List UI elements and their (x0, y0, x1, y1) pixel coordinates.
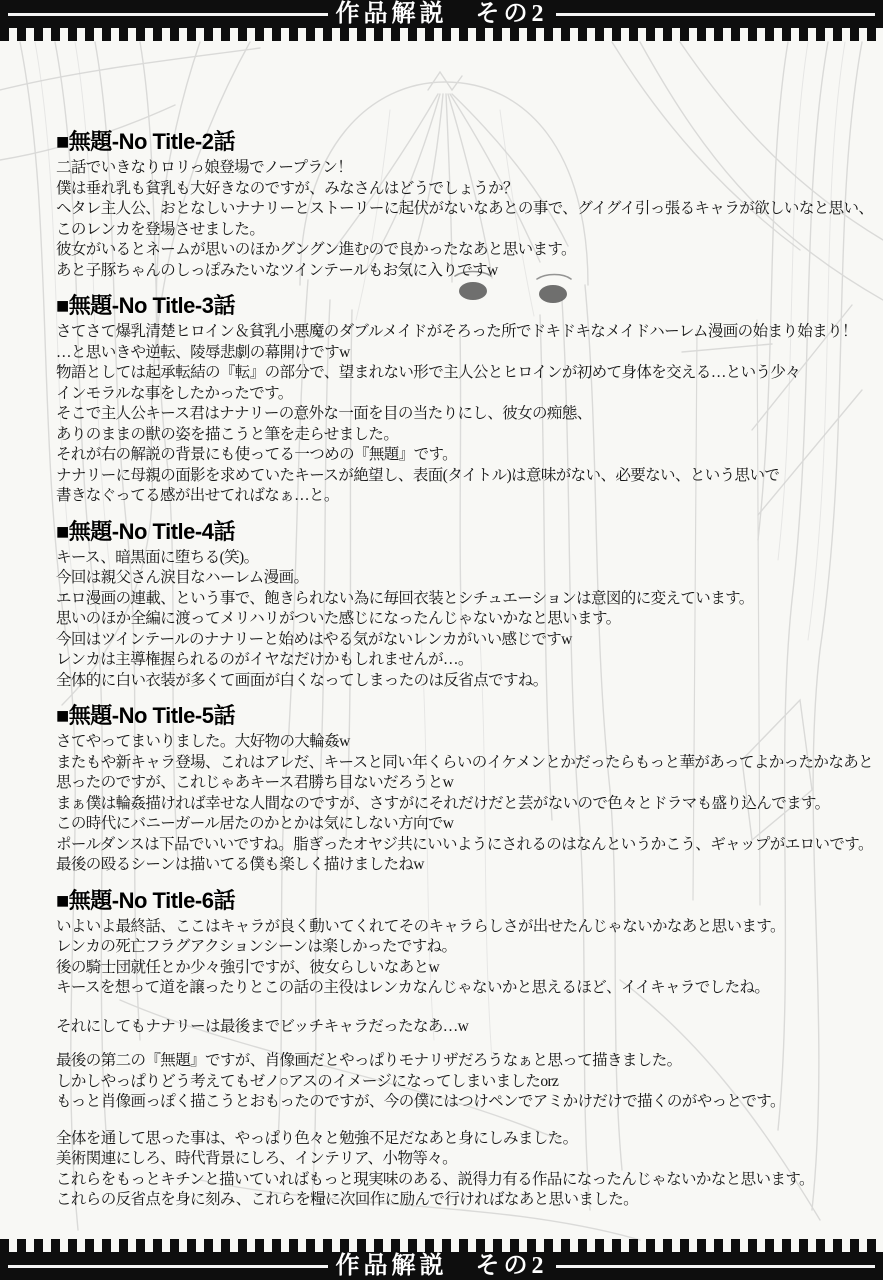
section-no-title-3 (56, 294, 873, 507)
text-line: しかしやっぱりどう考えてもゼノ○アスのイメージになってしまいましたorz (56, 1072, 559, 1090)
text-line: 今回は親父さん涙目なハーレム漫画。 (56, 569, 309, 586)
closing-remark-reflection (56, 1129, 873, 1211)
text-line: レンカは主導権握られるのがイヤなだけかもしれませんが…。 (56, 651, 473, 668)
section-heading: ■無題-No Title-2話 (56, 129, 235, 154)
commentary-content (56, 130, 873, 1224)
section-no-title-6 (56, 889, 873, 999)
text-line: 思ったのですが、これじゃあキース君勝ち目ないだろうとw (56, 774, 454, 791)
text-line: 思いのほか全編に渡ってメリハリがついた感じになったんじゃないかなと思います。 (56, 610, 621, 627)
text-line: 後の騎士団就任とか少々強引ですが、彼女らしいなあとw (56, 958, 440, 976)
text-line: レンカの死亡フラグアクションシーンは楽しかったですね。 (56, 938, 457, 955)
text-line: これらの反省点を身に刻み、これらを糧に次回作に励んで行ければなあと思いました。 (56, 1191, 639, 1208)
text-line: 僕は垂れ乳も貧乳も大好きなのですが、みなさんはどうでしょうか？ (56, 179, 518, 197)
section-heading: ■無題-No Title-6話 (56, 887, 235, 913)
section-heading: ■無題-No Title-3話 (56, 293, 235, 318)
text-line: ナナリーに母親の面影を求めていたキースが絶望し、表面(タイトル)は意味がない、必要ない、という思いで (56, 466, 780, 484)
section-no-title-5 (56, 704, 873, 876)
text-line: まぁ僕は輪姦描ければ幸せな人間なのですが、さすがにそれだけだと芸がないので色々とドラマも盛り込んでます。 (56, 794, 830, 812)
text-line: インモラルな事をしたかったです。 (56, 384, 293, 402)
text-line: 今回はツインテールのナナリーと始めはやる気がないレンカがいい感じですw (56, 630, 572, 648)
filmstrip-teeth-top (0, 28, 883, 41)
text-line: ヘタレ主人公、おとなしいナナリーとストーリーに起伏がないなあとの事で、グイグイ引っ張るキャラが欲しいなと思い、 (56, 200, 874, 217)
text-line: 美術関連にしろ、時代背景にしろ、インテリア、小物等々。 (56, 1150, 458, 1167)
filmstrip-teeth-bottom (0, 1239, 883, 1252)
text-line: あと子豚ちゃんのしっぽみたいなツインテールもお気に入りですw (56, 261, 498, 279)
section-no-title-2 (56, 130, 873, 281)
text-line: またもや新キャラ登場、これはアレだ、キースと同い年くらいのイケメンとかだったらもっと華があってよかったかなあと (56, 753, 874, 771)
text-line: この時代にバニーガール居たのかとかは気にしない方向でw (56, 815, 454, 832)
text-line: いよいよ最終話、ここはキャラが良く動いてくれてそのキャラらしさが出せたんじゃないかなあと思います。 (56, 917, 785, 935)
banner-rule-left (8, 13, 328, 16)
text-line: ありのままの獣の姿を描こうと筆を走らせました。 (56, 425, 399, 443)
text-line: それが右の解説の背景にも使ってる一つめの『無題』です。 (56, 446, 458, 463)
text-line: もっと肖像画っぽく描こうとおもったのですが、今の僕にはつけペンでアミかけだけで描くのがやっとです。 (56, 1093, 785, 1110)
text-line: 書きなぐってる感が出せてればなぁ…と。 (56, 487, 339, 504)
text-line: 彼女がいるとネームが思いのほかグングン進むので良かったなあと思います。 (56, 241, 576, 258)
closing-remark-nanaly (56, 1017, 873, 1038)
banner-rule-left (8, 1265, 328, 1268)
banner-rule-right (556, 1265, 876, 1268)
page-title: 作品解説 その2 (335, 1, 548, 27)
page-footer-banner (0, 1252, 883, 1280)
text-line: キース、暗黒面に堕ちる(笑)。 (56, 548, 259, 566)
text-line: 最後の第二の『無題』ですが、肖像画だとやっぱりモナリザだろうなぁと思って描きました。 (56, 1052, 682, 1069)
text-line: さてやってまいりました。大好物の大輪姦w (56, 733, 350, 750)
text-line: さてさて爆乳清楚ヒロイン＆貧乳小悪魔のダブルメイドがそろった所でドキドキなメイドハーレム漫画の始まり始まり！ (56, 323, 857, 340)
text-line: それにしてもナナリーは最後までビッチキャラだったなあ…w (56, 1017, 469, 1035)
text-line: 物語としては起承転結の『転』の部分で、望まれない形で主人公とヒロインが初めて身体を交える…という少々 (56, 364, 801, 381)
section-no-title-4 (56, 520, 873, 692)
text-line: ポールダンスは下品でいいですね。脂ぎったオヤジ共にいいようにされるのはなんというかこう、ギャップがエロいです。 (56, 835, 873, 853)
footer-title: 作品解説 その2 (335, 1253, 548, 1279)
text-line: これらをもっとキチンと描いていればもっと現実味のある、説得力有る作品になったんじゃないかなと思います。 (56, 1170, 814, 1188)
text-line: 二話でいきなりロリっ娘登場でノープラン！ (56, 159, 353, 176)
text-line: 全体を通して思った事は、やっぱり色々と勉強不足だなあと身にしみました。 (56, 1129, 578, 1147)
text-line: 全体的に白い衣装が多くて画面が白くなってしまったのは反省点ですね。 (56, 671, 548, 689)
text-line: …と思いきや逆転、陵辱悲劇の幕開けですw (56, 343, 350, 361)
page-header-banner (0, 0, 883, 28)
section-heading: ■無題-No Title-4話 (56, 518, 235, 544)
banner-rule-right (556, 13, 876, 16)
closing-remark-portrait (56, 1051, 873, 1113)
text-line: 最後の殴るシーンは描いてる僕も楽しく描けましたねw (56, 856, 424, 873)
text-line: キースを想って道を譲ったりとこの話の主役はレンカなんじゃないかと思えるほど、イイキャラでしたね。 (56, 979, 770, 996)
text-line: このレンカを登場させました。 (56, 220, 265, 238)
text-line: そこで主人公キース君はナナリーの意外な一面を目の当たりにし、彼女の痴態、 (56, 405, 592, 422)
section-heading: ■無題-No Title-5話 (56, 703, 235, 728)
text-line: エロ漫画の連載、という事で、飽きられない為に毎回衣装とシチュエーションは意図的に変えています。 (56, 589, 754, 607)
